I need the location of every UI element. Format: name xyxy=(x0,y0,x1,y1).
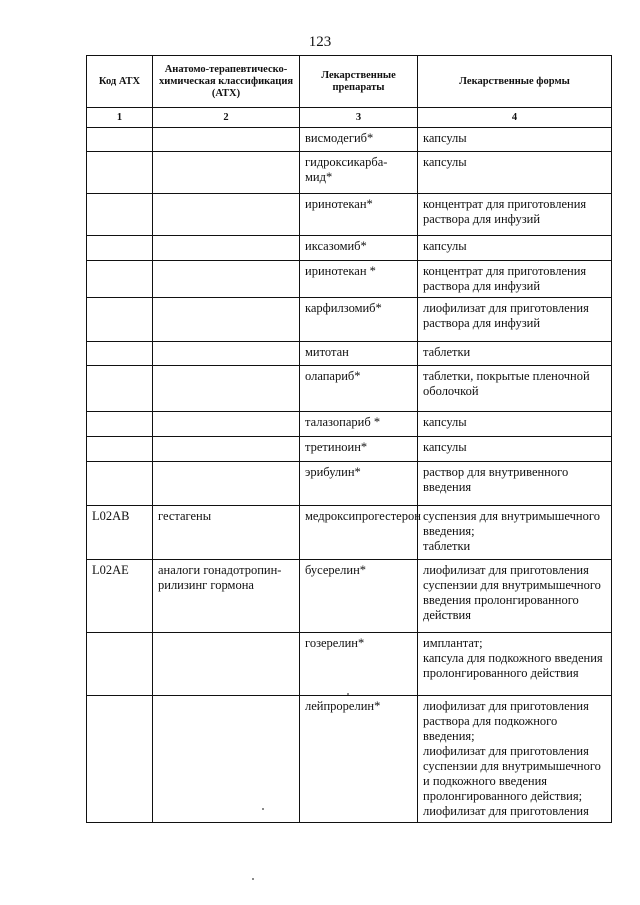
atc-class-cell xyxy=(153,412,300,437)
drug-name-cell: карфилзомиб* xyxy=(300,298,418,342)
scan-speck xyxy=(347,693,349,695)
column-number: 4 xyxy=(418,108,612,128)
drug-name-cell: медроксипрогестерон xyxy=(300,506,418,560)
table-row xyxy=(87,128,612,152)
dosage-form-cell: капсулы xyxy=(418,437,612,462)
column-number: 3 xyxy=(300,108,418,128)
dosage-form-cell: таблетки, покрытые пленочной оболочкой xyxy=(418,366,612,412)
dosage-form-cell: капсулы xyxy=(418,236,612,261)
atc-code-cell xyxy=(87,366,153,412)
atc-class-cell xyxy=(153,437,300,462)
atc-class-cell xyxy=(153,298,300,342)
table-row xyxy=(87,342,612,366)
dosage-form-cell: концентрат для приготовления раствора для инфузий xyxy=(418,194,612,236)
scan-speck xyxy=(262,808,264,810)
atc-code-cell xyxy=(87,128,153,152)
atc-code-cell: L02AB xyxy=(87,506,153,560)
atc-code-cell xyxy=(87,152,153,194)
atc-code-cell: L02AE xyxy=(87,560,153,633)
header-atc-classification: Анатомо-терапевтическо-химическая классификация (АТХ) xyxy=(153,56,300,108)
atc-code-cell xyxy=(87,236,153,261)
header-atc-code: Код АТХ xyxy=(87,56,153,108)
atc-class-cell xyxy=(153,194,300,236)
table-row xyxy=(87,298,612,342)
dosage-form-cell: концентрат для приготовления раствора для инфузий xyxy=(418,261,612,298)
table-row xyxy=(87,462,612,506)
header-drugs: Лекарственные препараты xyxy=(300,56,418,108)
atc-code-cell xyxy=(87,633,153,696)
atc-class-cell xyxy=(153,128,300,152)
atc-class-cell xyxy=(153,342,300,366)
atc-code-cell xyxy=(87,194,153,236)
table-row xyxy=(87,412,612,437)
drug-name-cell: эрибулин* xyxy=(300,462,418,506)
table-row xyxy=(87,633,612,696)
dosage-form-cell: суспензия для внутримышечного введения; таблетки xyxy=(418,506,612,560)
atc-class-cell xyxy=(153,261,300,298)
medication-table xyxy=(86,55,612,823)
atc-class-cell xyxy=(153,696,300,823)
atc-class-cell xyxy=(153,462,300,506)
table-row xyxy=(87,261,612,298)
table-row xyxy=(87,506,612,560)
atc-class-cell xyxy=(153,633,300,696)
drug-name-cell: гидроксикарба-мид* xyxy=(300,152,418,194)
table-row xyxy=(87,236,612,261)
dosage-form-cell: лиофилизат для приготовления суспензии для внутримышечного введения пролонгированного действия xyxy=(418,560,612,633)
drug-name-cell: митотан xyxy=(300,342,418,366)
atc-class-cell xyxy=(153,236,300,261)
atc-code-cell xyxy=(87,462,153,506)
table-row xyxy=(87,194,612,236)
dosage-form-cell: лиофилизат для приготовления раствора для инфузий xyxy=(418,298,612,342)
drug-name-cell: бусерелин* xyxy=(300,560,418,633)
atc-code-cell xyxy=(87,412,153,437)
drug-name-cell: иксазомиб* xyxy=(300,236,418,261)
drug-name-cell: иринотекан * xyxy=(300,261,418,298)
dosage-form-cell: капсулы xyxy=(418,152,612,194)
column-number: 2 xyxy=(153,108,300,128)
atc-class-cell: аналоги гонадотропин-рилизинг гормона xyxy=(153,560,300,633)
atc-code-cell xyxy=(87,696,153,823)
atc-class-cell xyxy=(153,152,300,194)
dosage-form-cell: капсулы xyxy=(418,128,612,152)
table-row xyxy=(87,152,612,194)
drug-name-cell: иринотекан* xyxy=(300,194,418,236)
drug-name-cell: талазопариб * xyxy=(300,412,418,437)
table-row xyxy=(87,437,612,462)
atc-code-cell xyxy=(87,298,153,342)
atc-code-cell xyxy=(87,437,153,462)
scan-speck xyxy=(252,878,254,880)
atc-class-cell: гестагены xyxy=(153,506,300,560)
table-row xyxy=(87,696,612,823)
drug-name-cell: гозерелин* xyxy=(300,633,418,696)
page-number: 123 xyxy=(308,34,332,50)
column-number: 1 xyxy=(87,108,153,128)
dosage-form-cell: капсулы xyxy=(418,412,612,437)
drug-name-cell: третиноин* xyxy=(300,437,418,462)
drug-name-cell: олапариб* xyxy=(300,366,418,412)
table-body xyxy=(87,128,612,823)
dosage-form-cell: лиофилизат для приготовления раствора для подкожного введения; лиофилизат для приготовления суспензии для внутримышечного и подкожного введения пролонгированного действия; лиофилизат для приготовления xyxy=(418,696,612,823)
dosage-form-cell: раствор для внутривенного введения xyxy=(418,462,612,506)
atc-code-cell xyxy=(87,261,153,298)
atc-code-cell xyxy=(87,342,153,366)
header-dosage-forms: Лекарственные формы xyxy=(418,56,612,108)
drug-name-cell: лейпрорелин* xyxy=(300,696,418,823)
dosage-form-cell: имплантат; капсула для подкожного введения пролонгированного действия xyxy=(418,633,612,696)
atc-class-cell xyxy=(153,366,300,412)
table-row xyxy=(87,366,612,412)
table-row xyxy=(87,560,612,633)
drug-name-cell: висмодегиб* xyxy=(300,128,418,152)
dosage-form-cell: таблетки xyxy=(418,342,612,366)
